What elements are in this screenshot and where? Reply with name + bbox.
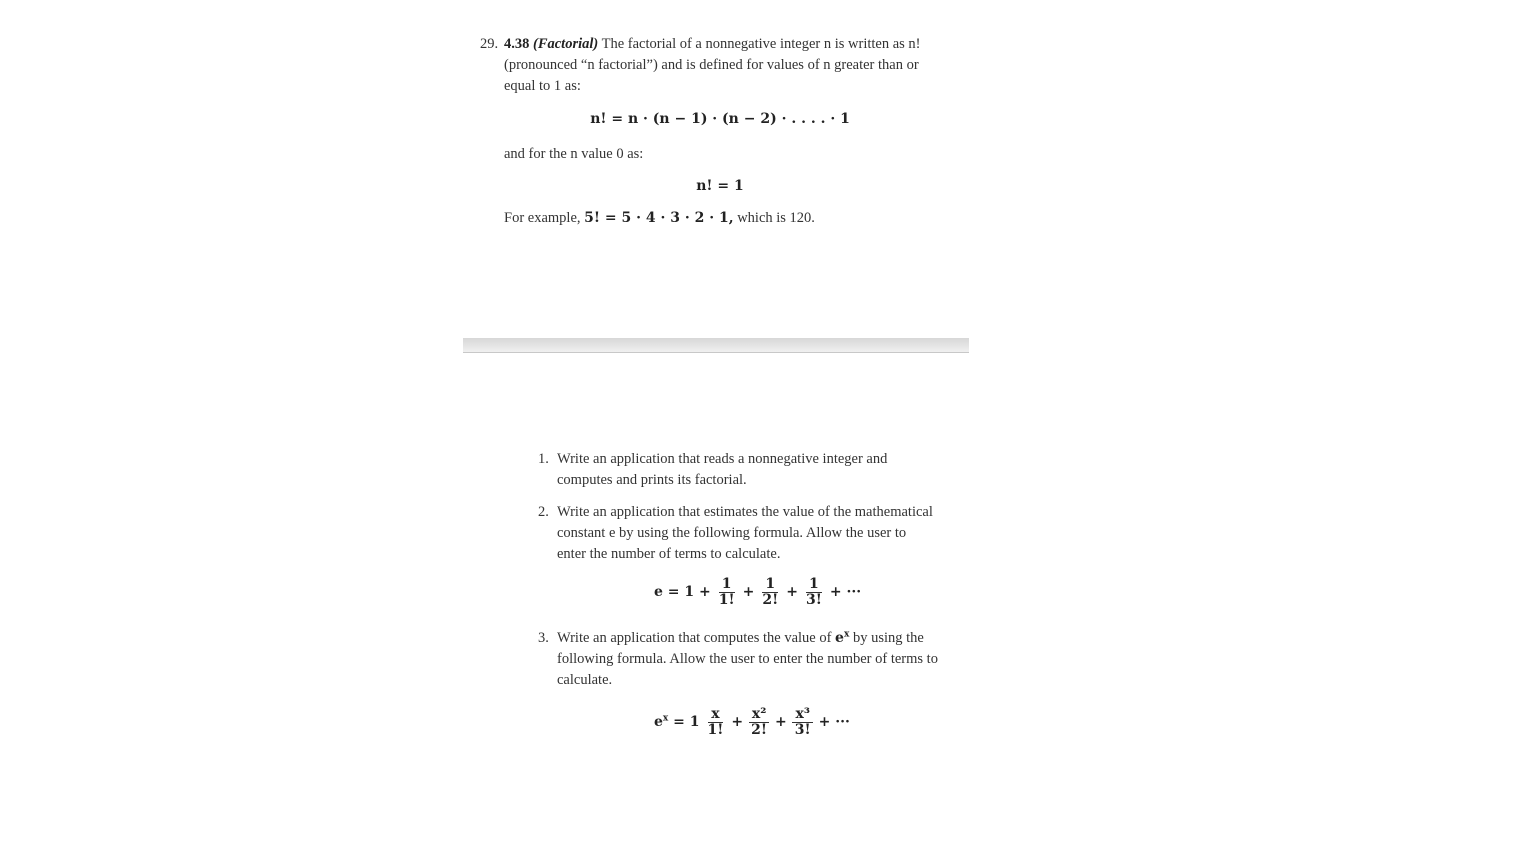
task-3-text [557, 628, 941, 691]
ex-formula [654, 707, 850, 738]
factorial-equation: n! = n · (n − 1) · (n − 2) · . . . . · 1 [590, 111, 850, 127]
item-number: 29. [480, 36, 499, 52]
task-2-text: Write an application that estimates the value of the mathematical constant e by using the following formula. Allow the user to enter the number of terms to calculate. [557, 504, 933, 562]
exercise-intro [504, 34, 934, 97]
plus-sign: + [731, 714, 744, 730]
intro-text: The factorial of a nonnegative integer n is written as n! (pronounced “n factorial”) and is defined for values of n greater than or equal to 1 as: [504, 36, 921, 94]
e-formula [654, 577, 861, 608]
ex-formula-tail: + ··· [818, 714, 850, 730]
problem-title: (Factorial) [533, 36, 599, 52]
plus-sign: + [786, 584, 798, 600]
task-3-number: 3. [538, 630, 549, 646]
example-math: 5! = 5 · 4 · 3 · 2 · 1, [584, 210, 734, 226]
ex-formula-lhs: $e^x = 1$ [654, 713, 700, 730]
example-line [504, 208, 815, 229]
example-prefix: For example, [504, 210, 581, 226]
e-formula-lhs: e = 1 + [654, 584, 711, 600]
page-divider [463, 338, 969, 353]
problem-number: 4.38 [504, 36, 530, 52]
task-1-number: 1. [538, 451, 549, 467]
inline-ex: $e^x$ [835, 629, 850, 646]
plus-sign: + [775, 714, 787, 730]
zero-case-text: and for the n value 0 as: [504, 146, 644, 162]
e-fraction-3: $\frac{1}{3!}$ [805, 576, 822, 608]
e-formula-tail: + ··· [829, 584, 862, 600]
ex-fraction-1: $\frac{x}{1!}$ [707, 706, 724, 738]
plus-sign: + [742, 584, 755, 600]
task-1-text: Write an application that reads a nonnegative integer and computes and prints its factorial. [557, 451, 888, 488]
e-fraction-1: $\frac{1}{1!}$ [718, 576, 735, 608]
task-3-text-suffix: by using the following formula. Allow the user to enter the number of terms to calculate. [557, 630, 938, 688]
task-2-number: 2. [538, 504, 549, 520]
zero-case-equation: n! = 1 [696, 178, 744, 194]
e-fraction-2: $\frac{1}{2!}$ [762, 576, 779, 608]
ex-fraction-2: $\frac{\text{x²}}{2!}$ [748, 707, 770, 738]
task-3-text-prefix: Write an application that computes the value of [557, 630, 832, 646]
ex-fraction-3: $\frac{\text{x³}}{3!}$ [792, 707, 814, 738]
example-suffix: which is 120. [737, 210, 815, 226]
